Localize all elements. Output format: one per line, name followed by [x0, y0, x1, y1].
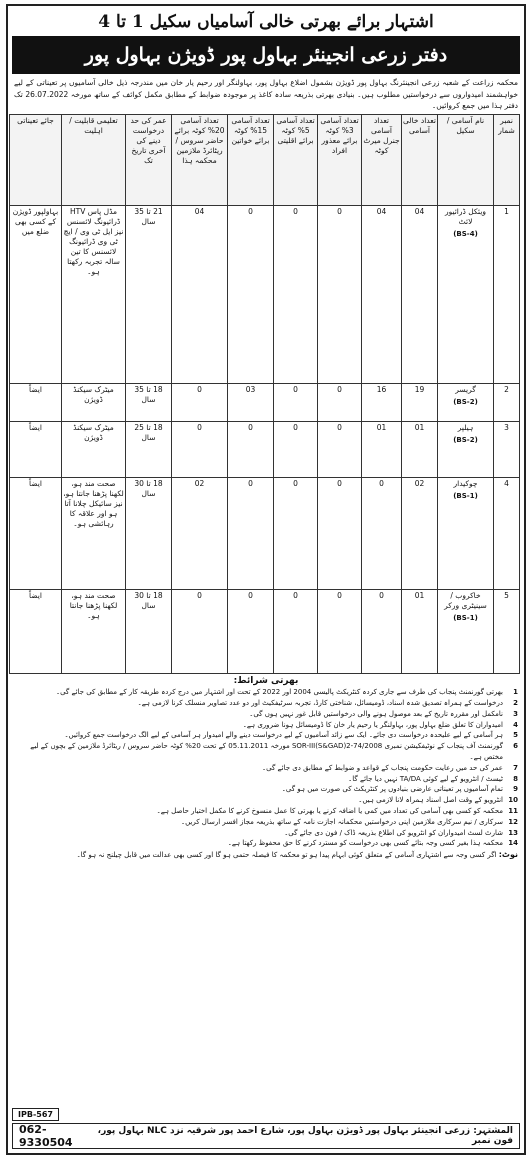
header-service: تعداد آسامی 20% کوٹہ برائے حاضر سروس / ریٹائرڈ ملازمین محکمہ ہذا — [172, 114, 228, 205]
cell-place: ایضاً — [10, 383, 62, 421]
cell-disabled: 0 — [318, 205, 362, 383]
table-row — [10, 205, 520, 383]
condition-text: شارٹ لسٹ امیدواران کو انٹرویو کی اطلاع بذریعہ ڈاک / فون دی جائے گی۔ — [284, 828, 503, 837]
header-place: جائے تعیناتی — [10, 114, 62, 205]
cell-sr: 1 — [494, 205, 520, 383]
condition-text: ٹیسٹ / انٹرویو کے لیے کوئی TA/DA نہیں دیا جائے گا۔ — [348, 774, 503, 783]
header-sr: نمبر شمار — [494, 114, 520, 205]
condition-number: 5 — [513, 731, 518, 740]
cell-post — [438, 421, 494, 477]
cell-service: 0 — [172, 589, 228, 673]
advertiser-footer — [12, 1123, 520, 1149]
condition-text: سرکاری / نیم سرکاری ملازمین اپنی درخواستیں محکمانہ اجازت نامہ کے ساتھ بذریعہ مجاز افسر ارسال کریں۔ — [181, 817, 503, 826]
condition-number: 10 — [508, 796, 518, 805]
cell-total: 02 — [402, 477, 438, 589]
cell-post — [438, 383, 494, 421]
post-scale: (BS-4) — [453, 229, 478, 238]
cell-qualification: صحت مند ہو، لکھنا پڑھنا جانتا ہو۔ — [62, 589, 126, 673]
list-item — [14, 720, 518, 731]
cell-total: 01 — [402, 421, 438, 477]
list-item — [14, 828, 518, 839]
condition-number: 14 — [508, 839, 518, 848]
condition-text: انٹرویو کے وقت اصل اسناد ہمراہ لانا لازمی ہیں۔ — [358, 796, 503, 805]
cell-qualification: میٹرک سیکنڈ ڈویژن — [62, 383, 126, 421]
condition-text: بھرتی گورنمنٹ پنجاب کی طرف سے جاری کردہ کنٹریکٹ پالیسی 2004 اور 2022 کے تحت اور اشتہار میں درج کردہ طریقہ کار کے مطابق کی جائے گی۔ — [55, 688, 503, 697]
condition-text: درخواست کے ہمراہ تصدیق شدہ اسناد، ڈومیسائل، شناختی کارڈ، تجربہ سرٹیفکیٹ اور دو عدد تصاویر منسلک کرنا لازمی ہے۔ — [137, 699, 503, 708]
condition-number: 13 — [508, 828, 518, 837]
cell-disabled: 0 — [318, 421, 362, 477]
cell-qualification: مڈل پاس HTV ڈرائیونگ لائسنس نیز ایل ٹی وی / ایچ ٹی وی ڈرائیونگ لائسنس کا تین سالہ تجربہ رکھتا ہو۔ — [62, 205, 126, 383]
post-scale: (BS-1) — [453, 613, 478, 622]
header-women: تعداد آسامی 15% کوٹہ برائے خواتین — [228, 114, 274, 205]
list-item — [14, 806, 518, 817]
header-age: عمر کی حد درخواست دینے کی آخری تاریخ تک — [126, 114, 172, 205]
cell-service: 02 — [172, 477, 228, 589]
condition-text: گورنمنٹ آف پنجاب کے نوٹیفکیشن نمبری SOR-III(S&GAD)2-74/2008 مورخہ 05.11.2011 کے تحت 20% کوٹہ حاضر سروس / ریٹائرڈ ملازمین کے بچوں کے لیے مختص ہے۔ — [30, 742, 503, 762]
cell-disabled: 0 — [318, 477, 362, 589]
post-scale: (BS-1) — [453, 491, 478, 500]
condition-number: 9 — [513, 785, 518, 794]
list-item — [14, 838, 518, 849]
list-item — [14, 730, 518, 741]
cell-women: 03 — [228, 383, 274, 421]
cell-post — [438, 589, 494, 673]
header-general: تعداد آسامی جنرل میرٹ کوٹہ — [362, 114, 402, 205]
post-name: ہیلپر — [457, 422, 474, 432]
cell-service: 0 — [172, 421, 228, 477]
cell-place: ایضاً — [10, 477, 62, 589]
cell-service: 0 — [172, 383, 228, 421]
cell-total: 04 — [402, 205, 438, 383]
header-disabled: تعداد آسامی 3% کوٹہ برائے معذور افراد — [318, 114, 362, 205]
condition-text: امیدواران کا تعلق ضلع بہاول پور، بہاولنگر یا رحیم یار خان کا ڈومیسائل ہونا ضروری ہے۔ — [242, 720, 503, 729]
post-scale: (BS-2) — [453, 435, 478, 444]
list-item — [14, 784, 518, 795]
cell-sr: 3 — [494, 421, 520, 477]
list-item — [14, 774, 518, 785]
condition-text: عمر کی حد میں رعایت حکومت پنجاب کے قواعد و ضوابط کے مطابق دی جائے گی۔ — [262, 763, 503, 772]
cell-minority: 0 — [274, 421, 318, 477]
recruitment-conditions — [14, 676, 518, 850]
post-name: چوکیدار — [453, 478, 478, 488]
condition-number: 3 — [513, 709, 518, 718]
post-scale: (BS-2) — [453, 397, 478, 406]
cell-disabled: 0 — [318, 589, 362, 673]
cell-age: 18 تا 35 سال — [126, 383, 172, 421]
cell-sr: 5 — [494, 589, 520, 673]
post-name: گریسر — [455, 384, 476, 394]
cell-women: 0 — [228, 421, 274, 477]
note-label: نوٹ: — [498, 850, 518, 860]
cell-women: 0 — [228, 477, 274, 589]
header-minority: تعداد آسامی 5% کوٹہ برائے اقلیتی — [274, 114, 318, 205]
header-total: تعداد خالی آسامی — [402, 114, 438, 205]
cell-disabled: 0 — [318, 383, 362, 421]
condition-number: 11 — [508, 807, 518, 816]
office-banner: دفتر زرعی انجینئر بہاول پور ڈویژن بہاول پور — [12, 36, 520, 74]
condition-text: نامکمل اور مقررہ تاریخ کے بعد موصول ہونے والی درخواستیں قابل غور نہیں ہوں گی۔ — [249, 709, 503, 718]
list-item — [14, 817, 518, 828]
conditions-title: بھرتی شرائط: — [233, 675, 299, 686]
condition-number: 7 — [513, 763, 518, 772]
condition-number: 2 — [513, 699, 518, 708]
table-row — [10, 421, 520, 477]
list-item — [14, 698, 518, 709]
advertiser-address: المشتہر: زرعی انجینئر بہاول پور ڈویژن بہاول پور، شارع احمد پور شرقیہ نزد NLC بہاول پور، فون نمبر — [97, 1126, 513, 1146]
ipb-number: IPB-567 — [12, 1108, 59, 1121]
condition-text: محکمہ کو کسی بھی آسامی کی تعداد میں کمی یا اضافہ کرنے یا بھرتی کا عمل منسوخ کرنے کا مکمل اختیار حاصل ہے۔ — [156, 807, 503, 816]
cell-women: 0 — [228, 589, 274, 673]
cell-total: 01 — [402, 589, 438, 673]
list-item — [14, 741, 518, 763]
cell-qualification: صحت مند ہو، لکھنا پڑھنا جانتا ہو، نیز سائیکل چلانا آتا ہو اور علاقہ کا رہائشی ہو۔ — [62, 477, 126, 589]
phone-number: 062-9330504 — [19, 1123, 73, 1149]
note-block — [14, 850, 518, 860]
condition-text: محکمہ ہذا بغیر کسی وجہ بتائے کسی بھی درخواست کو مسترد کرنے کا حق محفوظ رکھتا ہے۔ — [227, 839, 503, 848]
list-item — [14, 687, 518, 698]
note-text: اگر کسی وجہ سے اشتہاری آسامی کے متعلق کوئی ابہام پیدا ہو تو محکمہ کا فیصلہ حتمی ہو گا اور کسی بھی عدالت میں قابل چیلنج نہ ہو گا۔ — [76, 851, 497, 860]
header-qualification: تعلیمی قابلیت / اہلیت — [62, 114, 126, 205]
cell-minority: 0 — [274, 589, 318, 673]
list-item — [14, 709, 518, 720]
cell-minority: 0 — [274, 205, 318, 383]
cell-post — [438, 477, 494, 589]
advertisement-page — [6, 4, 526, 1155]
cell-minority: 0 — [274, 383, 318, 421]
condition-number: 8 — [513, 774, 518, 783]
cell-women: 0 — [228, 205, 274, 383]
cell-age: 21 تا 35 سال — [126, 205, 172, 383]
table-row — [10, 589, 520, 673]
cell-age: 18 تا 25 سال — [126, 421, 172, 477]
cell-qualification: میٹرک سیکنڈ ڈویژن — [62, 421, 126, 477]
cell-general: 16 — [362, 383, 402, 421]
list-item — [14, 795, 518, 806]
condition-number: 4 — [513, 720, 518, 729]
condition-number: 6 — [513, 742, 518, 751]
vacancies-table — [9, 114, 520, 674]
cell-general: 0 — [362, 477, 402, 589]
cell-place: بہاولپور ڈویژن کے کسی بھی ضلع میں — [10, 205, 62, 383]
table-row — [10, 477, 520, 589]
condition-number: 1 — [513, 688, 518, 697]
condition-text: ہر آسامی کے لیے علیحدہ درخواست دی جائے۔ ایک سے زائد آسامیوں کے لیے درخواست دینے والے امیدوار ہر آسامی کے لیے الگ درخواست جمع کروائیں۔ — [64, 731, 503, 740]
cell-general: 0 — [362, 589, 402, 673]
cell-minority: 0 — [274, 477, 318, 589]
advertisement-headline: اشتہار برائے بھرتی خالی آسامیاں سکیل 1 تا 4 — [98, 11, 434, 32]
table-row — [10, 383, 520, 421]
cell-total: 19 — [402, 383, 438, 421]
condition-number: 12 — [508, 817, 518, 826]
cell-general: 01 — [362, 421, 402, 477]
cell-place: ایضاً — [10, 589, 62, 673]
cell-sr: 4 — [494, 477, 520, 589]
intro-paragraph: محکمہ زراعت کے شعبہ زرعی انجینئرنگ بہاول پور ڈویژن بشمول اضلاع بہاول پور، بہاولنگر اور رحیم یار خان میں مندرجہ ذیل خالی آسامیوں پر تعیناتی کے لیے خواہشمند امیدواروں سے درخواستیں مطلوب ہیں۔ بنیادی بھرتی بذریعہ سادہ کاغذ پر موجودہ ضوابط کے مطابق مکمل کوائف کے ساتھ مورخہ 26.07.2022 تک دفتر ہذا میں جمع کروائیں۔ — [14, 78, 519, 110]
post-name: ویئکل ڈرائیور لائٹ — [444, 206, 487, 226]
condition-text: تمام آسامیوں پر تعیناتی عارضی بنیادوں پر کنٹریکٹ کی صورت میں ہو گی۔ — [281, 785, 503, 794]
cell-general: 04 — [362, 205, 402, 383]
cell-service: 04 — [172, 205, 228, 383]
cell-post — [438, 205, 494, 383]
header-post: نام آسامی / سکیل — [438, 114, 494, 205]
table-header-row — [10, 114, 520, 205]
post-name: خاکروب / سینیٹری ورکر — [444, 590, 487, 610]
cell-place: ایضاً — [10, 421, 62, 477]
cell-sr: 2 — [494, 383, 520, 421]
cell-age: 18 تا 30 سال — [126, 477, 172, 589]
cell-age: 18 تا 30 سال — [126, 589, 172, 673]
list-item — [14, 763, 518, 774]
